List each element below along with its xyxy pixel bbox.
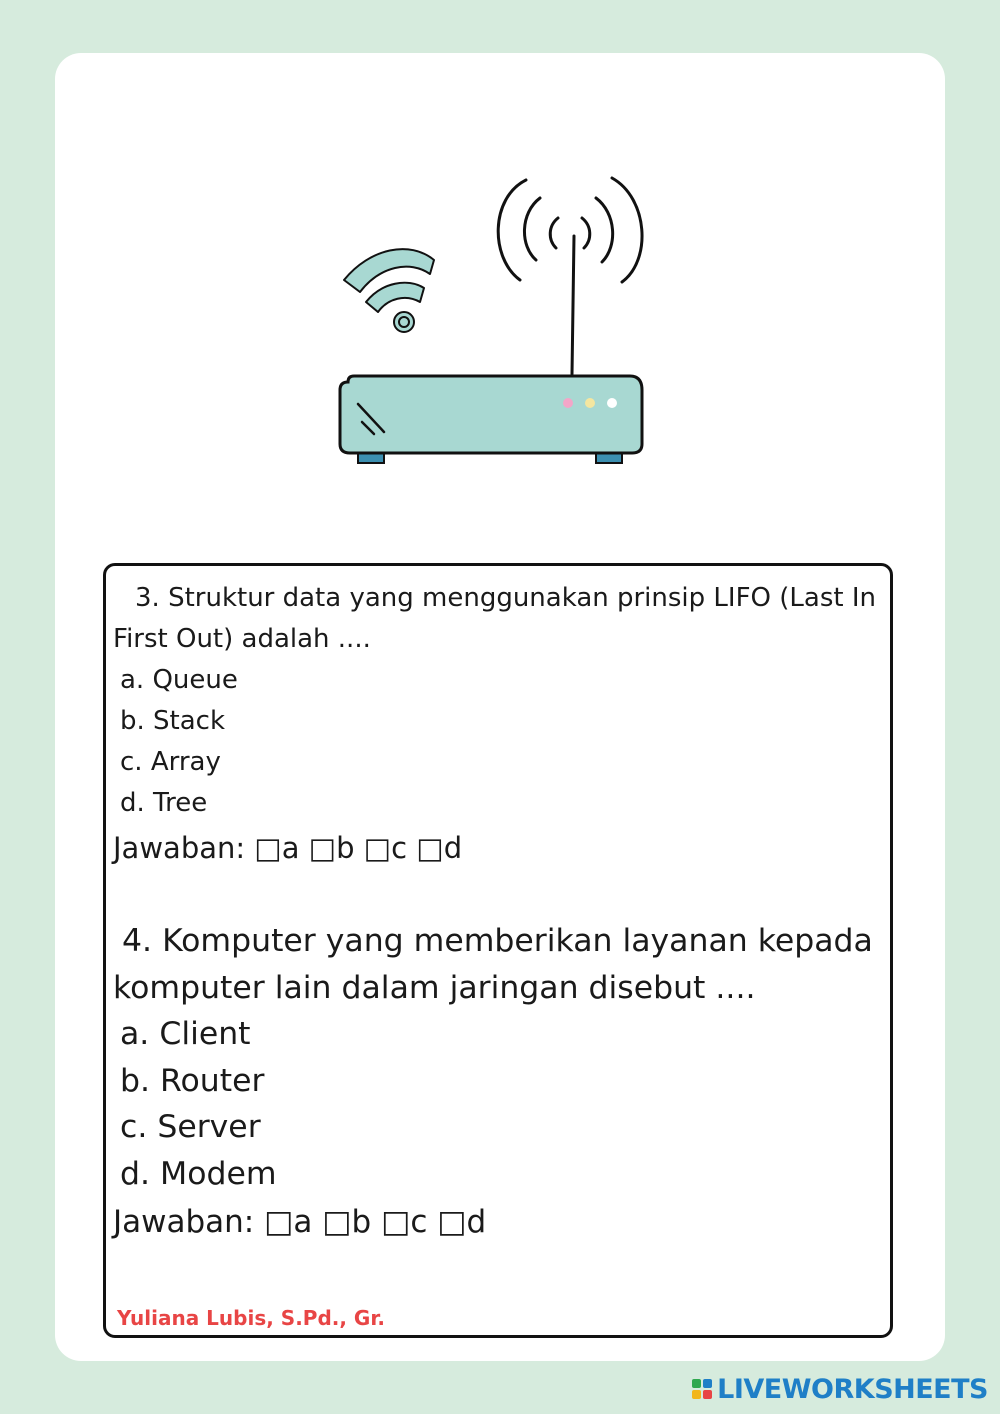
answer-checkboxes[interactable]: Jawaban: □a □b □c □d (113, 1204, 487, 1240)
option-a[interactable]: a. Queue (120, 665, 238, 695)
option-d[interactable]: d. Modem (120, 1155, 277, 1192)
option-a[interactable]: a. Client (120, 1016, 251, 1052)
question-3-stem: 3. Struktur data yang menggunakan prinsip LIFO (Last In First Out) adalah .... (113, 583, 876, 654)
question-3 (113, 578, 893, 870)
option-d[interactable]: d. Tree (120, 788, 208, 818)
option-b[interactable]: b. Stack (120, 706, 226, 736)
liveworksheets-logo-icon (692, 1379, 712, 1399)
wifi-router-icon (330, 168, 660, 468)
answer-checkboxes[interactable]: Jawaban: □a □b □c □d (113, 831, 463, 865)
question-box (103, 563, 893, 1338)
question-4 (113, 918, 893, 1247)
option-c[interactable]: c. Array (120, 747, 221, 777)
option-c[interactable]: c. Server (120, 1109, 261, 1145)
brand-watermark (692, 1372, 988, 1406)
question-4-stem: 4. Komputer yang memberikan layanan kepada komputer lain dalam jaringan disebut .... (113, 923, 873, 1006)
option-b[interactable]: b. Router (120, 1062, 265, 1099)
brand-name: LIVEWORKSHEETS (717, 1373, 988, 1405)
author-name: Yuliana Lubis, S.Pd., Gr. (117, 1306, 385, 1330)
